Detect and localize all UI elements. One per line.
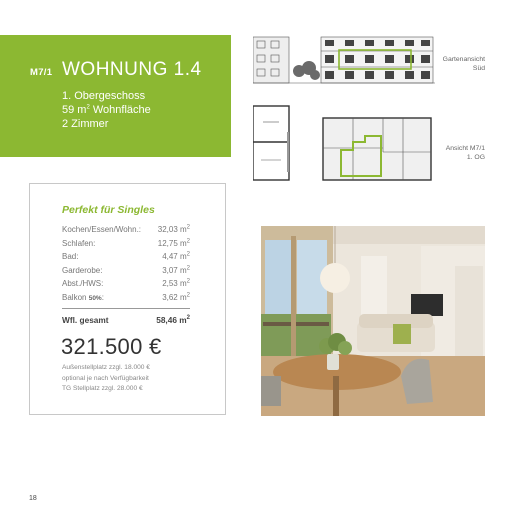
area-row (62, 266, 190, 280)
note-line: TG Stellplatz zzgl. 28.000 € (62, 385, 143, 392)
living-area-text: 59 $m^2$ Wohnfläche (62, 104, 151, 116)
area-value: 3,07 $m^2$ (162, 265, 190, 275)
rooms-text: 2 Zimmer (62, 118, 109, 130)
apartment-title: WOHNUNG 1.4 (62, 59, 202, 80)
total-label: Wfl. gesamt (62, 315, 109, 325)
divider (62, 308, 190, 309)
area-label: Schlafen: (62, 238, 96, 248)
floor-text: 1. Obergeschoss (62, 90, 146, 102)
area-label: Bad: (62, 252, 79, 262)
area-row (62, 252, 190, 266)
area-value: 2,53 $m^2$ (162, 278, 190, 289)
unit-code: M7/1 (30, 67, 53, 78)
page-number: 18 (29, 495, 37, 502)
garden-elevation-drawing (253, 33, 435, 87)
price-notes (62, 363, 150, 395)
interior-photo (261, 226, 485, 416)
note-line: Außenstellplatz zzgl. 18.000 € (62, 364, 150, 371)
area-value: 3,62 $m^2$ (162, 292, 190, 302)
area-row (62, 225, 190, 239)
area-label: Kochen/Essen/Wohn.: (62, 225, 142, 234)
area-label: Abst./HWS: (62, 279, 104, 289)
area-row (62, 293, 190, 307)
floor-plan-drawing (253, 102, 435, 186)
area-value: 12,75 $m^2$ (157, 237, 190, 248)
area-value: 32,03 $m^2$ (157, 224, 190, 234)
price: 321.500 € (61, 334, 162, 359)
apartment-header (0, 35, 231, 157)
room-area-list (62, 225, 190, 307)
total-row (62, 315, 190, 325)
headline: Perfekt für Singles (62, 204, 155, 216)
area-value: 4,47 $m^2$ (162, 251, 190, 262)
elevation-caption: Gartenansicht Süd (442, 56, 485, 72)
total-value: 58,46 $m^2$ (156, 315, 190, 325)
area-row (62, 279, 190, 293)
area-label: Garderobe: (62, 265, 103, 275)
area-row (62, 239, 190, 253)
area-label: Balkon 50%: (62, 292, 104, 302)
note-line: optional je nach Verfügbarkeit (62, 374, 149, 382)
info-box (29, 183, 226, 415)
plan-caption: Ansicht M7/1 1. OG (445, 145, 485, 161)
